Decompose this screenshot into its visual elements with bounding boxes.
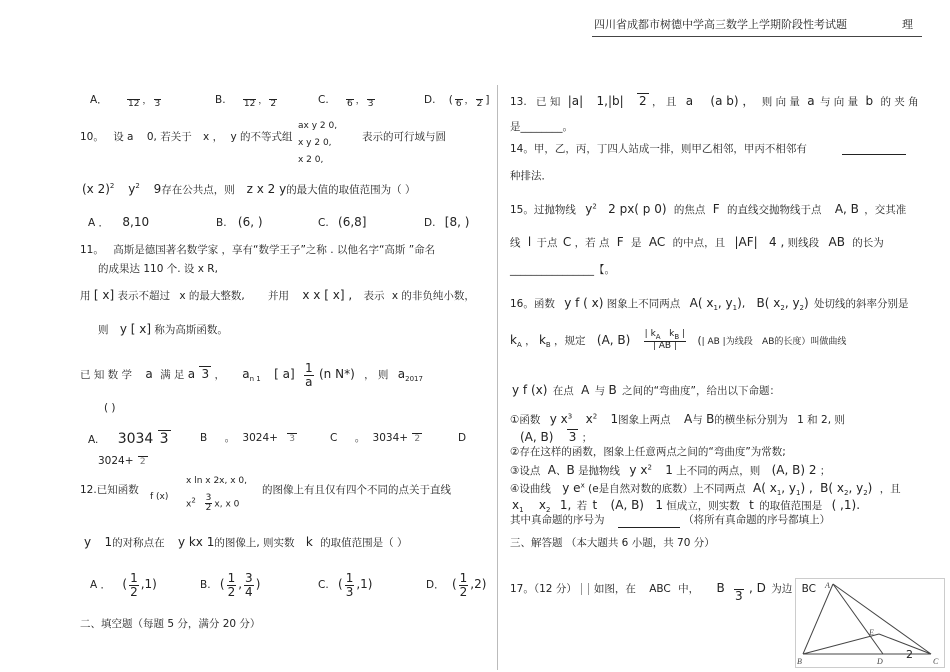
vertex-label-a: A — [825, 581, 830, 590]
q16-proposition-2: ②存在这样的函数，图象上任意两点之间的“弯曲度”为常数; — [510, 446, 786, 458]
q10-line1-tail: 表示的可行域与圆 — [362, 131, 446, 143]
q16-answer-blank[interactable] — [618, 514, 680, 528]
q10-option-b: B. (6, ) — [216, 215, 263, 229]
q16-proposition-4: ④设曲线 y $e^x$ (e是自然对数的底数）上不同两点 A( $x_1$, $y_1$) , B( $x_2$, $y_2$) ，且 — [510, 481, 901, 498]
q15-line2: 线 l 于点 C ，若 点 F 是 AC 的中点，且 |AF| 4 , 则线段 AB 的长为 — [510, 235, 884, 249]
q11-option-d-label: D — [458, 432, 467, 444]
q11-line5: 已 知 数 学 a 满 足 a 3 ， $a_{n 1}$ [ a] $\frac{1}{a}$ (n N*) ， 则 $a_{2017}$ — [80, 361, 423, 389]
q14-answer-blank[interactable] — [842, 154, 906, 155]
q11-answer-bracket: ( ) — [104, 402, 116, 414]
q16-proposition-1b: (A, B) 3 ； — [520, 430, 593, 444]
header-title: 四川省成都市树德中学高三数学上学期阶段性考试题 — [594, 18, 847, 31]
q16-final-line: 其中真命题的序号为 （将所有真命题的序号都填上） — [510, 514, 831, 526]
q10-option-d: D. [8, ) — [424, 215, 470, 229]
q12-option-b: B. ( $\frac{1}{2}$ , $\frac{3}{4}$ ) — [200, 571, 261, 599]
q16-proposition-1: ①函数 y $x^3$ $x^2$ 1图象上两点 A与 B的横坐标分别为 1 和 2, 则 — [510, 412, 845, 426]
q9-option-c: C. 6 ， 3 — [318, 90, 377, 110]
q12-case1: x ln x 2x, x 0, — [186, 476, 247, 486]
q12-line1-tail: 的图像上有且仅有四个不同的点关于直线 — [262, 484, 451, 496]
segment-ac — [833, 584, 931, 654]
column-divider — [497, 85, 498, 670]
vertex-label-d: D — [877, 657, 883, 666]
q10-line1: 10。 设 a 0, 若关于 x ， y 的不等式组 — [80, 131, 293, 143]
q17-triangle-figure — [795, 578, 945, 668]
vertex-label-c: C — [933, 657, 939, 666]
segment-be — [803, 634, 879, 654]
q10-system-line2: x y 2 0, — [298, 138, 332, 148]
q11-option-a: A. 3034 3 — [88, 431, 169, 447]
section-3-title: 三、解答题 （本大题共 6 小题，共 70 分） — [510, 537, 715, 549]
segment-ec — [879, 634, 931, 654]
q11-option-c: C 。 3034+ 2 — [330, 432, 421, 444]
q11-line3: 用 [ x] 表示不超过 x 的最大整数, 并用 x x [ x] , 表示 x 的非负纯小数， — [80, 288, 475, 302]
q9-option-b: B. 12 ， 2 — [215, 90, 279, 110]
q10-system-line3: x 2 0, — [298, 155, 324, 165]
q12-line2: y 1的对称点在 y kx 1的图像上, 则实数 k 的取值范围是（ ） — [84, 535, 408, 549]
q16-line1: 16。函数 y f ( x) 图象上不同两点 A( $x_1$, $y_1$), B( $x_2$, $y_2$) 处切线的斜率分别是 — [510, 296, 909, 313]
q9-option-d: D. ( 6 ， 2 ] — [424, 90, 489, 110]
vertex-label-e: E — [869, 628, 874, 637]
q16-line3: y f (x) 在点 A 与 B 之间的“弯曲度”，给出以下命题： — [512, 383, 780, 397]
q12-line1: 12.已知函数 — [80, 484, 139, 496]
q9-option-a: A． 12 ， 3 — [90, 90, 163, 110]
header-subject: 理 — [902, 18, 913, 31]
segment-ad — [833, 584, 883, 654]
q11-line4: 则 y [ x] 称为高斯函数。 — [98, 322, 228, 336]
q13-line2: 是________。 — [510, 121, 573, 133]
q12-option-c: C. ( $\frac{1}{3}$ ,1) — [318, 571, 373, 599]
q10-line2: (x 2)$^2$ $y^2$ 9存在公共点，则 z x 2 y的最大值的取值范围为（ ） — [82, 182, 416, 196]
q12-function-name: f (x) — [150, 492, 169, 502]
q14-line1: 14。甲，乙，丙，丁四人站成一排，则甲乙相邻，甲丙不相邻有 — [510, 143, 807, 155]
q11-line2: 的成果达 110 个. 设 x R, — [98, 263, 218, 275]
q13-line1: 13. 已 知 |a| 1,|b| 2 ， 且 a (a b) ， 则 向 量 a 与 向 量 b 的 夹 角 — [510, 94, 919, 108]
q14-line2: 种排法． — [510, 170, 552, 182]
q11-line1: 11。 高斯是德国著名数学家 ，享有“数学王子”之称 . 以他名字“高斯 ”命名 — [80, 244, 436, 256]
q10-option-c: C. (6,8] — [318, 215, 367, 229]
q12-option-a: A ． ( $\frac{1}{2}$ ,1) — [90, 571, 157, 599]
q17-line1: 17。（12 分） 如图，在 ABC 中， B 3 , D 为边 BC — [510, 576, 816, 602]
segment-ab — [803, 584, 833, 654]
header-rule — [592, 36, 922, 37]
q11-option-d: 3024+ 2 — [98, 455, 146, 467]
q10-option-a: A ． 8,10 — [88, 215, 150, 229]
page-number: 2 — [906, 648, 913, 661]
q16-proposition-4b: $x_1$ $x_2$ 1, 若 t (A, B) 1 恒成立，则实数 t 的取值范围是 ( ,1). — [512, 498, 861, 515]
q12-option-d: D． ( $\frac{1}{2}$ ,2) — [426, 571, 487, 599]
section-2-title: 二、填空题（每题 5 分，满分 20 分） — [80, 618, 261, 630]
q10-system-line1: ax y 2 0, — [298, 121, 338, 131]
q16-line2: $k_A$ ， $k_B$ ，规定 (A, B) $\frac{| k_A k_B |}{| AB |}$ (| AB |为线段 AB的长度）叫做曲线 — [510, 329, 847, 352]
vertex-label-b: B — [797, 657, 802, 666]
q16-proposition-3: ③设点 A、B 是抛物线 y $x^2$ 1 上不同的两点，则 (A, B) 2 ； — [510, 463, 831, 477]
q15-line1: 15。过抛物线 $y^2$ 2 px( p 0) 的焦点 F 的直线交抛物线于点 A, B ，交其准 — [510, 202, 907, 216]
q12-case2: $x^2$ $\frac{3}{2}$ x, x 0 — [186, 493, 240, 514]
q11-option-b: B 。 3024+ 3 — [200, 432, 296, 444]
q15-line3: ________________【。 — [510, 264, 615, 276]
